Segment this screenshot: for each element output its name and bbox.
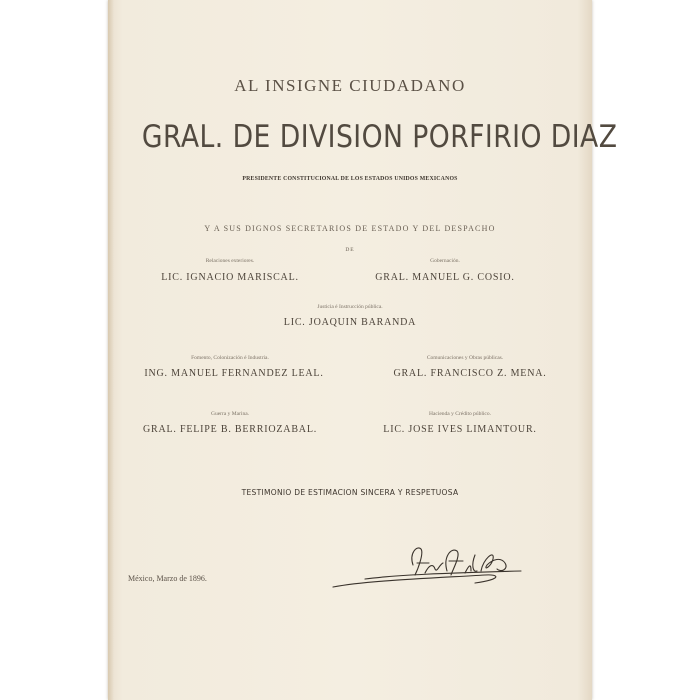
name-manuel-cosio: GRAL. MANUEL G. COSIO. (375, 272, 515, 283)
dept-fomento: Fomento, Colonización é Industria. (191, 355, 269, 361)
dedication-secretaries-line: Y A SUS DIGNOS SECRETARIOS DE ESTADO Y DEL DESPACHO (204, 224, 496, 233)
page-spine-shadow (108, 0, 114, 700)
dept-comunicaciones: Comunicaciones y Obras públicas. (426, 355, 504, 361)
name-jose-limantour: LIC. JOSE IVES LIMANTOUR. (383, 424, 537, 435)
document-page (108, 0, 618, 700)
dept-guerra-marina: Guerra y Marina. (210, 411, 250, 417)
name-francisco-mena: GRAL. FRANCISCO Z. MENA. (393, 368, 547, 379)
dept-gobernacion: Gobernación. (430, 258, 460, 264)
name-manuel-fernandez-leal: ING. MANUEL FERNANDEZ LEAL. (144, 368, 324, 379)
dedication-de: DE (345, 247, 355, 253)
dedication-title: GRAL. DE DIVISION PORFIRIO DIAZ (141, 119, 618, 155)
handwritten-signature (325, 535, 525, 595)
dept-justicia: Justicia é Instrucción pública. (317, 304, 383, 310)
testimony-line: TESTIMONIO DE ESTIMACION SINCERA Y RESPETUOSA (241, 488, 459, 497)
dept-relaciones-exteriores: Relaciones exteriores. (205, 258, 255, 264)
name-joaquin-baranda: LIC. JOAQUIN BARANDA (283, 317, 417, 328)
dept-hacienda: Hacienda y Crédito público. (428, 411, 491, 417)
place-date: México, Marzo de 1896. (128, 574, 207, 583)
name-ignacio-mariscal: LIC. IGNACIO MARISCAL. (161, 272, 299, 283)
name-felipe-berriozabal: GRAL. FELIPE B. BERRIOZABAL. (142, 424, 318, 435)
dedication-line-1: AL INSIGNE CIUDADANO (234, 76, 466, 95)
dedication-subtitle: PRESIDENTE CONSTITUCIONAL DE LOS ESTADOS UNIDOS MEXICANOS (242, 176, 458, 182)
